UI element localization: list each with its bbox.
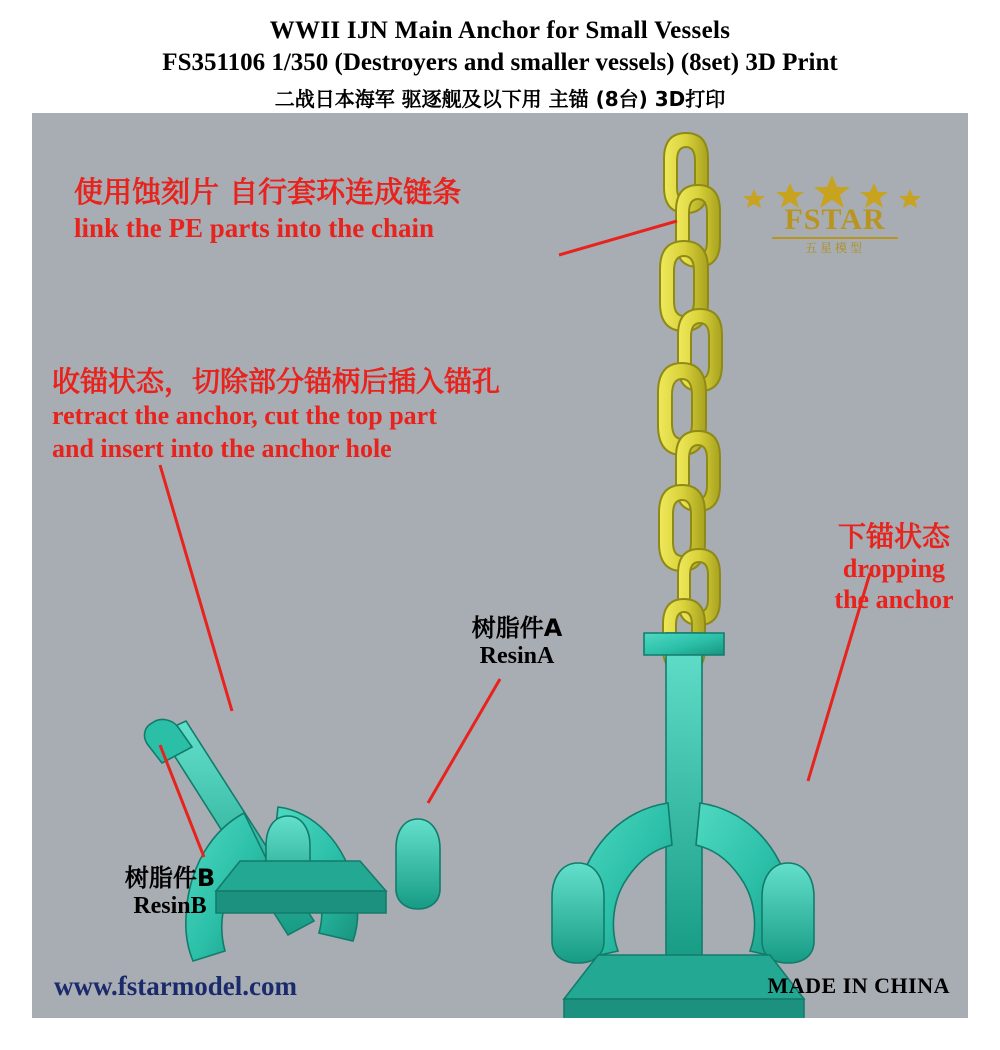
annotation-drop — [794, 521, 968, 615]
annotation-drop-en-2: the anchor — [834, 585, 954, 615]
brand-logo — [732, 175, 932, 270]
leader-chain — [559, 221, 677, 255]
product-photo-plate — [32, 113, 968, 1018]
anchor-retracted — [145, 720, 440, 961]
leader-lines — [160, 221, 870, 857]
annotation-chain-cn: 使用蚀刻片 自行套环连成链条 — [74, 175, 462, 209]
annotation-retract-en-2: and insert into the anchor hole — [52, 434, 392, 464]
label-resin-b-en: ResinB — [133, 892, 207, 919]
annotation-retract-en-1: retract the anchor, cut the top part — [52, 401, 437, 431]
annotation-drop-cn: 下锚状态 — [837, 520, 950, 553]
annotation-chain — [74, 176, 461, 244]
page-title: WWII IJN Main Anchor for Small Vessels — [269, 17, 731, 44]
website-url[interactable]: www.fstarmodel.com — [54, 971, 297, 1001]
made-in-china: MADE IN CHINA — [767, 973, 950, 998]
chain-links — [658, 133, 722, 673]
title-chinese: 二战日本海军 驱逐舰及以下用 主锚 (8台) 3D打印 — [274, 87, 726, 111]
label-resin-b — [100, 865, 240, 920]
annotation-retract-cn: 收锚状态，切除部分锚柄后插入锚孔 — [52, 365, 501, 398]
label-resin-a — [437, 615, 597, 670]
annotation-chain-en: link the PE parts into the chain — [74, 213, 435, 244]
logo-wordmark: FSTAR — [784, 203, 886, 236]
logo-wordmark-cn: 五星模型 — [804, 241, 865, 255]
anchor-standing — [552, 633, 814, 1018]
label-resin-a-en: ResinA — [479, 642, 555, 669]
label-resin-b-cn: 树脂件B — [124, 864, 216, 892]
leader-resin-a — [428, 679, 500, 803]
product-code-line: FS351106 1/350 (Destroyers and smaller vessels) (8set) 3D Print — [162, 49, 838, 76]
annotation-drop-en-1: dropping — [842, 554, 946, 584]
label-resin-a-cn: 树脂件A — [471, 614, 563, 642]
annotation-retract — [52, 366, 500, 464]
leader-retract — [160, 465, 232, 711]
header — [0, 0, 1000, 113]
